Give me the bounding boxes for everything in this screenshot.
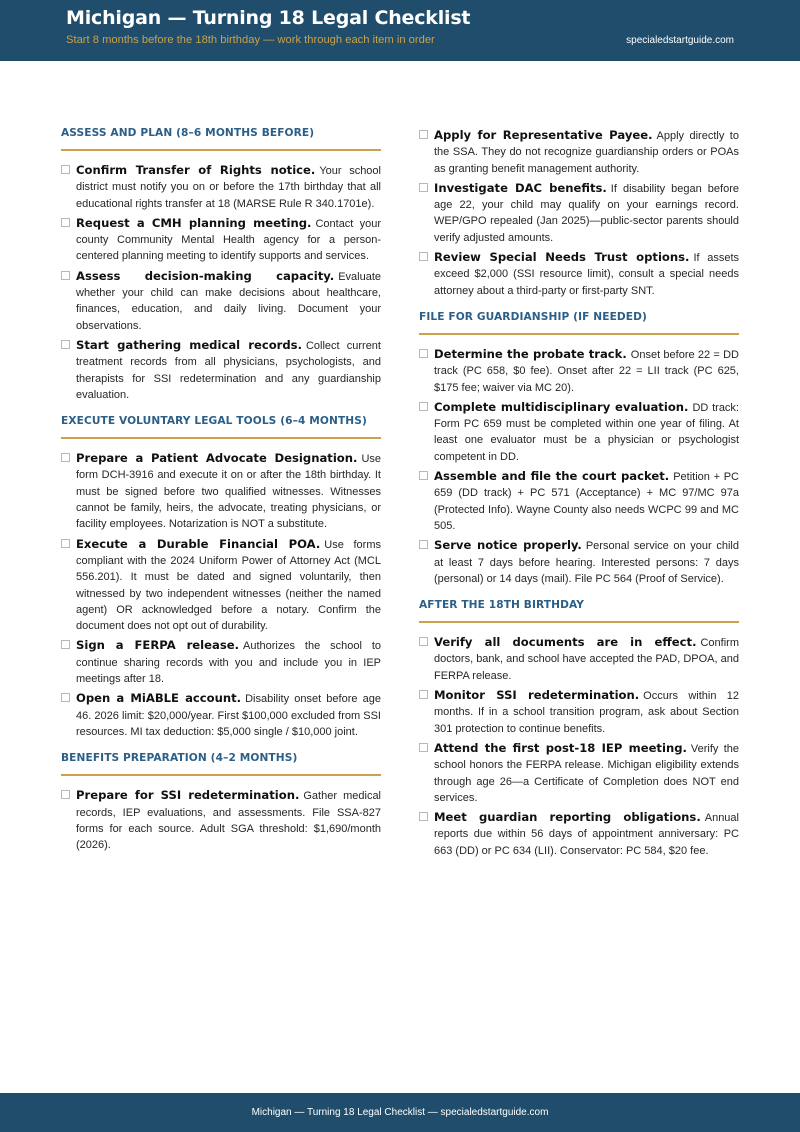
- checkbox[interactable]: [61, 640, 70, 649]
- item-description: Your school district must notify you on or before the 17th birthday that all educational rights transfer at 18 (MARSE Rule R 340.1701e).: [76, 165, 381, 210]
- item-description: Collect current treatment records from all physicians, psychologists, and therapists for SSI redetermination and any guardianship evaluation.: [76, 339, 381, 401]
- checkbox[interactable]: [419, 540, 428, 549]
- item-description: Use form DCH-3916 and execute it on or after the 18th birthday. It must be signed before two qualified witnesses. Witnesses cannot be family, heirs, the advocate, treating physicians, or facility employees. Notarization is NOT a substitute.: [76, 453, 381, 531]
- checklist-item: [61, 268, 381, 334]
- item-title: Complete multidisciplinary evaluation.: [434, 399, 689, 414]
- checklist-item: [419, 634, 739, 684]
- section-title: BENEFITS PREPARATION (4–2 MONTHS): [61, 752, 381, 776]
- checklist-section: [61, 415, 381, 740]
- section-title: FILE FOR GUARDIANSHIP (IF NEEDED): [419, 311, 739, 335]
- item-title: Verify all documents are in effect.: [434, 635, 697, 650]
- page-footer: [0, 1093, 800, 1132]
- item-title: Meet guardian reporting obligations.: [434, 810, 701, 825]
- item-description: If disability began before age 22, your child may qualify on your earnings record. WEP/GPO repealed (Jan 2025)—public-sector parents should verify adjusted amounts.: [434, 182, 739, 244]
- page-header: [0, 0, 800, 61]
- item-description: Personal service on your child at least 7 days before hearing. Interested persons: 7 days (personal) or 14 days (mail). File PC 564 (Proof of Service).: [434, 540, 739, 585]
- checkbox[interactable]: [419, 402, 428, 411]
- checkbox[interactable]: [61, 539, 70, 548]
- item-description: Confirm doctors, bank, and school have accepted the PAD, DPOA, and FERPA release.: [434, 637, 739, 682]
- item-title: Monitor SSI redetermination.: [434, 688, 640, 703]
- item-description: Apply directly to the SSA. They do not recognize guardianship orders or POAs as granting benefit management authority.: [434, 130, 739, 175]
- checkbox[interactable]: [61, 693, 70, 702]
- checklist-section: [419, 311, 739, 587]
- checkbox[interactable]: [419, 471, 428, 480]
- checkbox[interactable]: [419, 252, 428, 261]
- checkbox[interactable]: [61, 790, 70, 799]
- item-description: Onset before 22 = DD track (PC 658, $0 fee). Onset after 22 = LII track (PC 625, $175 fee; waiver via MC 20).: [434, 348, 739, 394]
- item-description: Authorizes the school to continue sharing records with you and include you in IEP meetings after 18.: [76, 640, 381, 686]
- checkbox[interactable]: [61, 271, 70, 280]
- item-description: If assets exceed $2,000 (SSI resource limit), consult a special needs attorney about a third-party or first-party SNT.: [434, 252, 739, 297]
- site-link[interactable]: specialedstartguide.com: [626, 35, 734, 46]
- checklist-section: [61, 127, 381, 403]
- checklist-section: [419, 127, 739, 299]
- item-description: Use forms compliant with the 2024 Uniform Power of Attorney Act (MCL 556.201). It must be dated and signed voluntarily, then witnessed by two independent witnesses (neither the named agent) OR acknowledged before a notary. Confirm the document does not opt out of durability.: [76, 538, 381, 633]
- checklist-section: [61, 752, 381, 853]
- left-column: [61, 127, 381, 865]
- page-subtitle: Start 8 months before the 18th birthday — work through each item in order: [66, 34, 435, 46]
- item-description: Contact your county Community Mental Health agency for a person-centered planning meeting to identify supports and services.: [76, 217, 381, 263]
- item-title: Open a MiABLE account.: [76, 691, 242, 706]
- item-description: Annual reports due within 56 days of appointment anniversary: PC 663 (DD) or PC 634 (LII). Conservator: PC 584, $20 fee.: [434, 812, 739, 857]
- item-description: Evaluate whether your child can make decisions about healthcare, finances, education, and daily living. Document your observations.: [76, 270, 381, 332]
- item-description: Gather medical records, IEP evaluations, and assessments. File SSA-827 forms for each source. Adult SGA threshold: $1,690/month (2026).: [76, 790, 382, 852]
- checkbox[interactable]: [419, 690, 428, 699]
- checkbox[interactable]: [61, 165, 70, 174]
- item-title: Assess decision-making capacity.: [76, 268, 335, 283]
- page-title: Michigan — Turning 18 Legal Checklist: [66, 7, 471, 29]
- checklist-item: [419, 537, 739, 587]
- checklist-item: [61, 162, 381, 212]
- item-title: Serve notice properly.: [434, 538, 582, 553]
- item-title: Request a CMH planning meeting.: [76, 215, 312, 230]
- checklist-section: [419, 599, 739, 859]
- checklist-item: [61, 337, 381, 403]
- item-title: Determine the probate track.: [434, 346, 627, 361]
- checkbox[interactable]: [61, 453, 70, 462]
- item-title: Review Special Needs Trust options.: [434, 250, 690, 265]
- item-title: Confirm Transfer of Rights notice.: [76, 163, 316, 177]
- item-title: Start gathering medical records.: [76, 337, 302, 352]
- item-description: Disability onset before age 46. 2026 limit: $20,000/year. First $100,000 excluded from SSI resources. MI tax deduction: $5,000 single / $10,000 joint.: [76, 693, 381, 738]
- checklist-item: [61, 690, 381, 740]
- checklist-item: [419, 127, 739, 177]
- item-title: Apply for Representative Payee.: [434, 128, 653, 142]
- item-description: Occurs within 12 months. If in a school transition program, ask about Section 301 protection to continue benefits.: [434, 690, 739, 735]
- item-title: Investigate DAC benefits.: [434, 180, 607, 195]
- item-title: Prepare for SSI redetermination.: [76, 788, 300, 803]
- checklist-item: [61, 450, 381, 532]
- item-title: Attend the first post-18 IEP meeting.: [434, 740, 687, 755]
- checklist-item: [61, 536, 381, 635]
- checkbox[interactable]: [61, 340, 70, 349]
- checkbox[interactable]: [419, 637, 428, 646]
- checkbox[interactable]: [419, 130, 428, 139]
- footer-text: Michigan — Turning 18 Legal Checklist — specialedstartguide.com: [251, 1107, 549, 1118]
- item-description: Verify the school honors the FERPA release. Michigan eligibility extends through age 26—a Certificate of Completion does NOT end services.: [434, 742, 739, 804]
- item-title: Execute a Durable Financial POA.: [76, 536, 321, 551]
- section-title: ASSESS AND PLAN (8–6 MONTHS BEFORE): [61, 127, 381, 151]
- checklist-item: [419, 809, 739, 859]
- item-title: Assemble and file the court packet.: [434, 469, 670, 484]
- checklist-item: [61, 215, 381, 265]
- checklist-item: [61, 637, 381, 687]
- checklist-item: [419, 180, 739, 246]
- checkbox[interactable]: [419, 812, 428, 821]
- section-title: AFTER THE 18TH BIRTHDAY: [419, 599, 739, 623]
- checklist-item: [419, 399, 739, 465]
- item-title: Sign a FERPA release.: [76, 638, 239, 653]
- item-description: Petition + PC 659 (DD track) + PC 571 (Acceptance) + MC 97/MC 97a (Protected Info). Wayne County also needs WCPC 99 and MC 505.: [434, 471, 739, 532]
- right-column: [419, 127, 739, 871]
- checklist-item: [419, 468, 739, 534]
- checkbox[interactable]: [419, 349, 428, 358]
- checklist-item: [419, 249, 739, 299]
- checkbox[interactable]: [419, 743, 428, 752]
- checkbox[interactable]: [61, 218, 70, 227]
- checkbox[interactable]: [419, 183, 428, 192]
- item-description: DD track: Form PC 659 must be completed within one year of filing. At least one evaluator must be a physician or psychologist competent in DD.: [434, 401, 739, 463]
- checklist-item: [61, 787, 381, 853]
- section-title: EXECUTE VOLUNTARY LEGAL TOOLS (6–4 MONTHS): [61, 415, 381, 439]
- checklist-item: [419, 346, 739, 396]
- item-title: Prepare a Patient Advocate Designation.: [76, 451, 358, 466]
- checklist-item: [419, 740, 739, 806]
- checklist-item: [419, 687, 739, 737]
